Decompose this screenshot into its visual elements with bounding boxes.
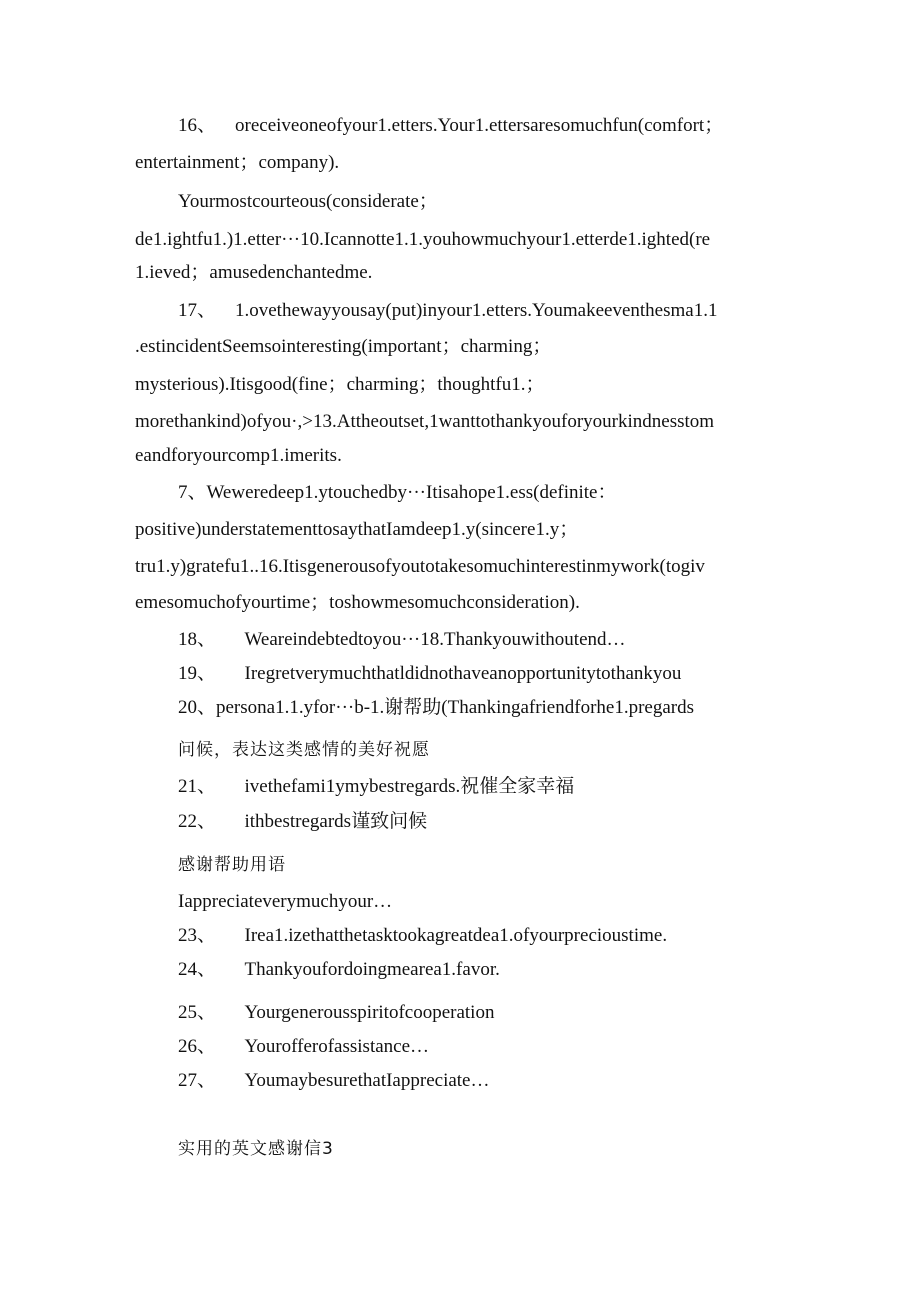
text-line: 24、 Thankyoufordoingmearea1.favor. bbox=[178, 959, 500, 980]
text-line: 27、 YoumaybesurethatIappreciate… bbox=[178, 1070, 490, 1091]
text-line: .estincidentSeemsointeresting(important；charming； bbox=[135, 336, 552, 357]
text-line: 问候，表达这类感情的美好祝愿 bbox=[178, 740, 430, 760]
text-line: 26、 Yourofferofassistance… bbox=[178, 1036, 430, 1057]
text-line: 7、Weweredeep1.ytouchedby···Itisahope1.ess(definite： bbox=[178, 482, 617, 503]
text-line: positive)understatementtosaythatIamdeep1.y(sincere1.y； bbox=[135, 519, 579, 540]
text-line: 感谢帮助用语 bbox=[178, 855, 286, 875]
text-line: 19、 Iregretverymuchthatldidnothaveanopportunitytothankyou bbox=[178, 663, 682, 684]
text-line: 23、 Irea1.izethatthetasktookagreatdea1.ofyourprecioustime. bbox=[178, 925, 668, 946]
text-line: eandforyourcomp1.imerits. bbox=[135, 445, 342, 466]
text-line: 20、persona1.1.yfor···b-1.谢帮助(Thankingafriendforhe1.pregards bbox=[178, 697, 694, 718]
text-line: 1.ieved；amusedenchantedme. bbox=[135, 262, 373, 283]
text-line: emesomuchofyourtime；toshowmesomuchconsideration). bbox=[135, 592, 580, 613]
text-line: Yourmostcourteous(considerate； bbox=[178, 191, 438, 212]
text-line: 21、 ivethefami1ymybestregards.祝催全家幸福 bbox=[178, 776, 575, 797]
text-line: 18、 Weareindebtedtoyou···18.Thankyouwithoutend… bbox=[178, 629, 626, 650]
text-line: tru1.y)gratefu1..16.Itisgenerousofyoutotakesomuchinterestinmywork(togiv bbox=[135, 556, 705, 577]
text-line: de1.ightfu1.)1.etter···10.Icannotte1.1.youhowmuchyour1.etterde1.ighted(re bbox=[135, 229, 711, 250]
text-line: morethankind)ofyou·,>13.Attheoutset,1wanttothankyouforyourkindnesstom bbox=[135, 411, 715, 432]
text-line: entertainment；company). bbox=[135, 152, 340, 173]
text-line: 17、 1.ovethewayyousay(put)inyour1.etters.Youmakeeventhesma1.1 bbox=[178, 300, 718, 321]
text-line: 实用的英文感谢信3 bbox=[178, 1139, 334, 1159]
text-line: 22、 ithbestregards谨致问候 bbox=[178, 811, 428, 832]
text-line: 16、 oreceiveoneofyour1.etters.Your1.ettersaresomuchfun(comfort； bbox=[178, 115, 724, 136]
text-line: 25、 Yourgenerousspiritofcooperation bbox=[178, 1002, 495, 1023]
text-line: Iappreciateverymuchyour… bbox=[178, 891, 393, 912]
text-line: mysterious).Itisgood(fine；charming；thoughtfu1.； bbox=[135, 374, 545, 395]
